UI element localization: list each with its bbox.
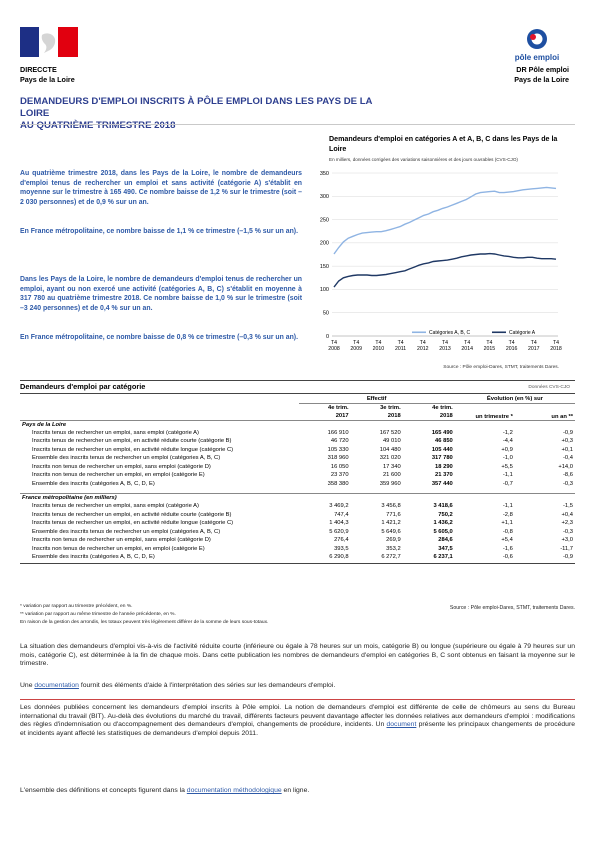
value-q3-2018: 21 600: [382, 472, 401, 479]
value-q3-2018: 49 010: [382, 438, 401, 445]
chart-subtitle: En milliers, données corrigées des variations saisonnières et des jours ouvrables (CVS-CJO): [329, 157, 518, 162]
x-tick-label: 2008: [328, 346, 340, 352]
intro-paragraph-4: En France métropolitaine, ce nombre baisse de 0,8 % ce trimestre (–0,3 % sur un an).: [20, 334, 299, 341]
org-left-line2: Pays de la Loire: [20, 74, 75, 84]
value-q4-2017: 318 960: [327, 455, 349, 462]
table-row: [20, 437, 575, 445]
evolution-quarter: -1,1: [502, 472, 513, 479]
row-label: Inscrits tenus de rechercher un emploi, en activité réduite longue (catégorie C): [32, 446, 234, 453]
value-q4-2018: 750,2: [438, 511, 453, 518]
org-right-line2: Pays de la Loire: [514, 74, 569, 84]
table-top-rule: [20, 380, 575, 381]
table-group-header-row: [20, 395, 575, 403]
col-header-2a: 3e trim.: [380, 404, 401, 411]
text: fournit des éléments d'aide à l'interprétation des séries sur les demandeurs d'emploi.: [78, 682, 336, 689]
data-table: [20, 395, 575, 564]
row-label: Inscrits tenus de rechercher un emploi, en activité réduite longue (catégorie C): [32, 520, 234, 527]
intro-paragraph-3: Dans les Pays de la Loire, le nombre de demandeurs d'emploi tenus de rechercher un emploi, ayant ou non exercé une activité (catégories A, B, C) s'établit en moyenne à 317 780 au quatrième trimestre 2018. Ce nombre baisse de 1,0 % sur le trimestre (soit –3 240 personnes) et de 0,4 % sur un an.: [20, 276, 302, 312]
value-q4-2018: 3 418,6: [433, 503, 453, 510]
page-title-line2: AU QUATRIÈME TRIMESTRE 2018: [20, 120, 176, 131]
value-q3-2018: 771,6: [386, 511, 401, 518]
table-row: [20, 536, 575, 544]
x-tick-label: 2013: [439, 346, 451, 352]
x-tick-label: 2017: [528, 346, 540, 352]
evolution-year: -0,9: [563, 554, 573, 561]
value-q4-2017: 3 469,2: [329, 503, 349, 510]
table-title: Demandeurs d'emploi par catégorie: [20, 382, 146, 391]
x-tick-label: T4: [508, 340, 515, 346]
value-q3-2018: 269,9: [386, 537, 401, 544]
y-tick-label: 100: [319, 287, 329, 294]
x-tick-label: T4: [419, 340, 426, 346]
value-q3-2018: 359 960: [379, 480, 401, 487]
x-tick-label: T4: [486, 340, 493, 346]
y-tick-label: 200: [319, 240, 329, 247]
row-label: Inscrits non tenus de rechercher un emploi, sans emploi (catégorie D): [32, 463, 211, 470]
value-q4-2017: 747,4: [334, 511, 349, 518]
text: Les données publiées concernent les demandeurs d'emploi inscrits à Pôle emploi. La notion de demandeurs d'emploi est différente de celle de chômeurs au sens du Bureau international du travail (BIT). Au-delà des évolutions du marché du travail, différents facteurs peuvent davantage affecter les données relatives aux demandeurs d'emploi : modifications des règles d'indemnisation ou d'accompagnement des demandeurs d'emploi, changements de procédure, incidents. Un: [20, 704, 575, 729]
x-tick-label: T4: [330, 340, 338, 346]
col-header-year: un an **: [551, 413, 573, 420]
chart-title: Demandeurs d'emploi en catégories A et A, B, C dans les Pays de la Loire: [329, 135, 558, 153]
x-tick-label: 2009: [350, 346, 362, 352]
row-label: Inscrits non tenus de rechercher un emploi, en emploi (catégorie E): [32, 472, 205, 479]
table-source: Source : Pôle emploi-Dares, STMT, traitements Dares.: [449, 605, 575, 611]
value-q4-2017: 5 620,9: [329, 528, 349, 535]
value-q4-2017: 46 720: [330, 438, 349, 445]
value-q4-2018: 6 237,1: [433, 554, 453, 561]
x-tick-label: T4: [464, 340, 471, 346]
row-label: Inscrits non tenus de rechercher un emploi, sans emploi (catégorie D): [32, 537, 211, 544]
evolution-year: +0,3: [561, 438, 573, 445]
evolution-quarter: -1,2: [502, 429, 513, 436]
value-q3-2018: 1 421,2: [381, 520, 401, 527]
section-header-pays-de-la-loire: [20, 420, 575, 428]
section-label: Pays de la Loire: [22, 421, 67, 428]
row-label: Inscrits tenus de rechercher un emploi, en activité réduite courte (catégorie B): [32, 511, 232, 518]
evolution-quarter: +5,5: [501, 463, 513, 470]
table-header-row-1: [20, 403, 575, 411]
evolution-quarter: -0,7: [502, 480, 513, 487]
org-left: [20, 65, 75, 84]
value-q4-2018: 357 440: [431, 480, 453, 487]
evolution-year: +0,1: [561, 446, 573, 453]
section-header-france: [20, 494, 575, 502]
value-q3-2018: 3 456,8: [381, 503, 401, 510]
table-row: [20, 446, 575, 454]
effectif-header: Effectif: [299, 395, 455, 403]
value-q4-2018: 317 780: [431, 455, 453, 462]
evolution-quarter: -1,6: [502, 545, 513, 552]
col-header-1b: 2017: [335, 412, 349, 419]
evolution-year: +3,0: [561, 537, 573, 544]
value-q4-2017: 23 370: [330, 472, 349, 479]
evolution-quarter: -2,8: [502, 511, 513, 518]
value-q4-2017: 16 050: [330, 463, 349, 470]
value-q4-2018: 347,5: [438, 545, 453, 552]
value-q4-2018: 18 290: [435, 463, 453, 470]
body-paragraph-2: [20, 682, 575, 691]
table-row: [20, 544, 575, 552]
value-q4-2018: 21 370: [435, 472, 453, 479]
chart-source: Source : Pôle emploi-Dares, STMT, traitements Dares.: [443, 365, 559, 370]
row-label: Inscrits non tenus de rechercher un emploi, en emploi (catégorie E): [32, 545, 205, 552]
text: Une: [20, 682, 35, 689]
value-q4-2017: 166 910: [327, 429, 349, 436]
note-2: ** variation par rapport au même trimestre de l'année précédente, en %.: [20, 612, 176, 618]
republique-francaise-logo: [20, 27, 78, 59]
table-row: [20, 454, 575, 462]
evolution-quarter: +0,9: [501, 446, 513, 453]
y-tick-label: 300: [319, 194, 329, 201]
evolution-year: -0,3: [563, 528, 573, 535]
evolution-quarter: +5,4: [501, 537, 513, 544]
y-tick-label: 350: [319, 170, 329, 177]
body-paragraph-1: La situation des demandeurs d'emploi vis-à-vis de l'activité réduite courte (inférieure ou égale à 78 heures sur un mois, catégorie B) ou longue (supérieure ou égale à 79 heures sur un mois, catégorie C), est déterminée à la fin de chaque mois. Dans cette publication les nombres de demandeurs d'emploi en catégories B, C sont obtenus en faisant la moyenne sur le trimestre.: [20, 643, 575, 668]
table-row: [20, 463, 575, 471]
methodology-link[interactable]: documentation méthodologique: [186, 787, 282, 794]
value-q4-2018: 105 440: [431, 446, 453, 453]
row-label: Inscrits tenus de rechercher un emploi, sans emploi (catégorie A): [32, 429, 199, 436]
table-row: [20, 429, 575, 437]
table-row: [20, 553, 575, 561]
evolution-year: +2,3: [561, 520, 573, 527]
evolution-year: -8,6: [563, 472, 573, 479]
table-row: [20, 479, 575, 487]
intro-paragraph-1: Au quatrième trimestre 2018, dans les Pays de la Loire, le nombre de demandeurs d'emploi tenus de rechercher un emploi et sans activité (catégorie A) s'établit en moyenne sur le trimestre à 165 490. Ce nombre baisse de 1,2 % sur le trimestre (soit –2 030 personnes) et de 0,9 % sur un an.: [20, 170, 302, 206]
row-label: Inscrits tenus de rechercher un emploi, sans emploi (catégorie A): [32, 503, 199, 510]
svg-text:pôle emploi: pôle emploi: [514, 53, 560, 62]
documentation-link[interactable]: documentation: [34, 682, 79, 689]
x-tick-label: 2010: [372, 346, 385, 352]
body-paragraph-4: [20, 787, 575, 796]
table-end-row: [20, 561, 575, 563]
org-right-line1: DR Pôle emploi: [516, 65, 569, 74]
text: en ligne.: [281, 787, 310, 794]
value-q4-2018: 46 850: [435, 438, 453, 445]
value-q4-2017: 358 380: [327, 480, 349, 487]
note-1: * variation par rapport au trimestre précédent, en %.: [20, 604, 133, 609]
table-header-rule: [20, 393, 575, 394]
evolution-year: -0,9: [563, 429, 573, 436]
col-header-3a: 4e trim.: [432, 404, 453, 411]
row-label: Ensemble des inscrits tenus de rechercher un emploi (catégories A, B, C): [32, 528, 221, 535]
table-row: [20, 502, 575, 510]
legend-label-a: Catégorie A: [509, 330, 536, 337]
value-q3-2018: 321 020: [379, 455, 401, 462]
table-row: [20, 471, 575, 479]
y-tick-label: 0: [325, 333, 329, 340]
y-tick-label: 150: [319, 263, 329, 270]
intro-paragraph-2: En France métropolitaine, ce nombre baisse de 1,1 % ce trimestre (–1,5 % sur un an).: [20, 228, 299, 235]
title-divider: [20, 124, 575, 125]
x-tick-label: T4: [353, 340, 360, 346]
value-q4-2018: 284,6: [438, 537, 453, 544]
line-chart: [310, 163, 570, 363]
row-label: Ensemble des inscrits (catégories A, B, C, D, E): [32, 480, 155, 487]
evolution-year: +0,4: [561, 511, 573, 518]
value-q3-2018: 353,2: [386, 545, 401, 552]
body-divider: [20, 699, 575, 700]
value-q4-2017: 393,5: [334, 545, 349, 552]
x-tick-label: 2015: [483, 346, 496, 352]
evolution-quarter: -4,4: [502, 438, 513, 445]
value-q4-2017: 276,4: [334, 537, 349, 544]
evolution-year: -1,5: [563, 503, 573, 510]
page-title: [20, 96, 380, 132]
x-tick-label: 2011: [395, 346, 407, 352]
value-q3-2018: 104 480: [379, 446, 401, 453]
x-tick-label: T4: [530, 340, 537, 346]
x-tick-label: T4: [375, 340, 382, 346]
value-q4-2018: 1 436,2: [433, 520, 453, 527]
evolution-quarter: -0,6: [502, 554, 513, 561]
value-q4-2018: 5 605,0: [433, 528, 453, 535]
evolution-header: Évolution (en %) sur: [455, 395, 575, 403]
series-line-a: [334, 254, 556, 288]
table-notes: [20, 603, 268, 628]
document-link[interactable]: document: [386, 721, 417, 729]
evolution-quarter: -0,8: [502, 528, 513, 535]
y-tick-label: 50: [322, 310, 329, 317]
value-q4-2018: 165 490: [431, 429, 453, 436]
col-header-2b: 2018: [387, 412, 401, 419]
body-paragraph-3: [20, 704, 575, 738]
org-right: [514, 65, 569, 84]
row-label: Inscrits tenus de rechercher un emploi, en activité réduite courte (catégorie B): [32, 438, 232, 445]
value-q3-2018: 5 649,6: [381, 528, 401, 535]
row-label: Ensemble des inscrits (catégories A, B, C, D, E): [32, 554, 155, 561]
col-header-1a: 4e trim.: [327, 404, 349, 411]
evolution-year: -0,3: [563, 480, 573, 487]
text: L'ensemble des définitions et concepts figurent dans la: [20, 787, 187, 794]
row-label: Ensemble des inscrits tenus de rechercher un emploi (catégories A, B, C): [32, 455, 221, 462]
note-3: En raison de la gestion des arrondis, les totaux peuvent très légèrement différer de la somme de leurs sous-totaux.: [20, 620, 269, 626]
x-tick-label: 2016: [505, 346, 518, 352]
evolution-year: -11,7: [560, 545, 573, 552]
table-row: [20, 511, 575, 519]
evolution-year: -0,4: [563, 455, 573, 462]
y-tick-label: 250: [319, 217, 329, 224]
x-tick-label: 2012: [417, 346, 429, 352]
legend-label-abc: Catégories A, B, C: [429, 330, 471, 337]
col-header-quarter: un trimestre *: [475, 413, 513, 420]
col-header-3b: 2018: [439, 412, 453, 419]
series-line-abc: [334, 187, 556, 254]
section-label: France métropolitaine (en milliers): [22, 495, 117, 502]
value-q4-2017: 1 404,3: [329, 520, 349, 527]
evolution-quarter: -1,1: [502, 503, 513, 510]
value-q3-2018: 17 340: [382, 463, 401, 470]
x-tick-label: 2018: [550, 346, 562, 352]
value-q4-2017: 6 290,8: [329, 554, 349, 561]
value-q3-2018: 167 520: [379, 429, 401, 436]
org-left-line1: DIRECCTE: [20, 65, 57, 74]
x-tick-label: T4: [441, 340, 449, 346]
text: présente les principaux changements de procédure et incidents ayant affecté les statistiques de demandeurs d'emploi depuis 2011.: [20, 721, 575, 737]
evolution-quarter: -1,0: [502, 455, 513, 462]
table-row: [20, 519, 575, 527]
page-title-line1: DEMANDEURS D'EMPLOI INSCRITS À PÔLE EMPLOI DANS LES PAYS DE LA LOIRE: [20, 96, 373, 119]
x-tick-label: T4: [552, 340, 560, 346]
table-row: [20, 528, 575, 536]
x-tick-label: T4: [397, 340, 404, 346]
x-tick-label: 2014: [461, 346, 473, 352]
value-q4-2017: 105 330: [327, 446, 349, 453]
table-unit: Données CVS-CJO: [528, 385, 570, 390]
evolution-year: +14,0: [558, 463, 573, 470]
pole-emploi-logo: [507, 27, 567, 65]
evolution-quarter: +1,1: [501, 520, 513, 527]
value-q3-2018: 6 272,7: [381, 554, 401, 561]
